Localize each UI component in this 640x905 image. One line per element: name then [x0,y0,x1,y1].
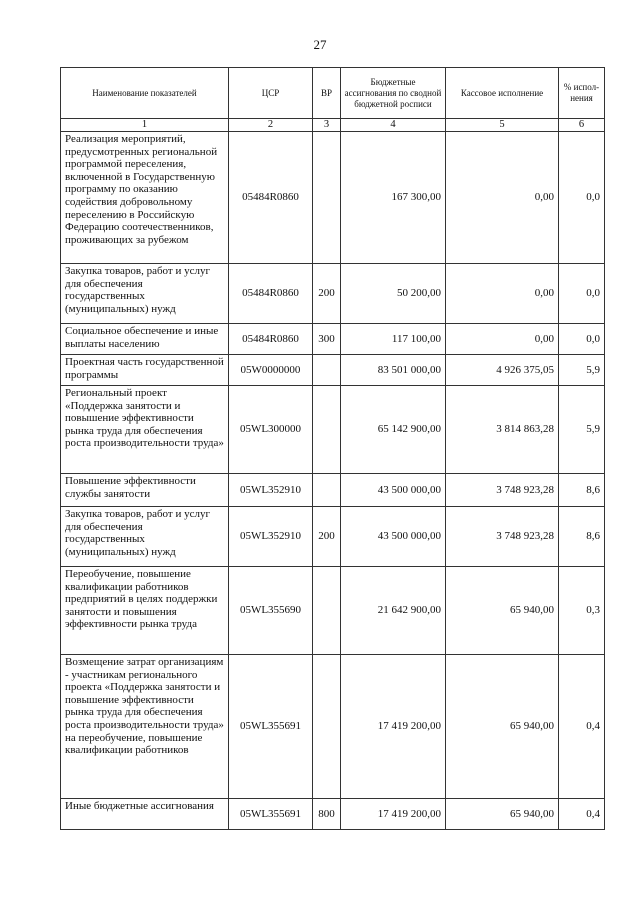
header-name: Наименование показателей [61,68,229,119]
row-name: Повышение эффективности службы занятости [61,474,229,507]
column-number: 6 [559,119,605,132]
row-cash: 0,00 [446,132,559,264]
row-percent: 5,9 [559,355,605,386]
row-csr: 05WL355691 [229,799,313,830]
row-cash: 65 940,00 [446,799,559,830]
row-budget: 117 100,00 [341,324,446,355]
row-percent: 8,6 [559,474,605,507]
row-budget: 21 642 900,00 [341,567,446,655]
row-name: Возмещение затрат организациям - участникам регионального проекта «Поддержка занятости и повышение эффективности рынка труда для обеспечения роста производительности труда» на переобучение, повышение квалификации работников [61,655,229,799]
row-cash: 0,00 [446,324,559,355]
row-name: Закупка товаров, работ и услуг для обеспечения государственных (муниципальных) нужд [61,507,229,567]
table-row [61,655,605,799]
row-percent: 8,6 [559,507,605,567]
row-budget: 83 501 000,00 [341,355,446,386]
row-name: Реализация мероприятий, предусмотренных региональной программой переселения, включенной в Государственную программу по оказанию содействия добровольному переселению в Российскую Федерацию соотечественников, проживающих за рубежом [61,132,229,264]
header-percent: % испол-нения [559,68,605,119]
row-csr: 05W0000000 [229,355,313,386]
row-vr [313,355,341,386]
header-csr: ЦСР [229,68,313,119]
row-vr: 200 [313,507,341,567]
row-csr: 05WL355690 [229,567,313,655]
row-cash: 65 940,00 [446,567,559,655]
column-number: 2 [229,119,313,132]
row-percent: 5,9 [559,386,605,474]
row-budget: 50 200,00 [341,264,446,324]
row-csr: 05484R0860 [229,324,313,355]
row-vr: 200 [313,264,341,324]
table-row [61,324,605,355]
row-name: Региональный проект «Поддержка занятости и повышение эффективности рынка труда для обеспечения роста производительности труда» [61,386,229,474]
table-row [61,386,605,474]
column-number: 3 [313,119,341,132]
row-budget: 17 419 200,00 [341,799,446,830]
row-percent: 0,3 [559,567,605,655]
column-number: 1 [61,119,229,132]
row-cash: 4 926 375,05 [446,355,559,386]
header-budget: Бюджетные ассигнования по сводной бюджетной росписи [341,68,446,119]
row-name: Социальное обеспечение и иные выплаты населению [61,324,229,355]
table-row [61,567,605,655]
row-percent: 0,0 [559,132,605,264]
row-csr: 05484R0860 [229,132,313,264]
row-budget: 17 419 200,00 [341,655,446,799]
table-header-row [61,68,605,119]
row-cash: 3 748 923,28 [446,474,559,507]
column-number: 4 [341,119,446,132]
row-cash: 3 748 923,28 [446,507,559,567]
row-percent: 0,0 [559,264,605,324]
row-percent: 0,4 [559,655,605,799]
row-csr: 05WL355691 [229,655,313,799]
row-budget: 65 142 900,00 [341,386,446,474]
row-vr [313,474,341,507]
table-row [61,474,605,507]
row-vr: 300 [313,324,341,355]
budget-table [60,67,605,830]
row-budget: 43 500 000,00 [341,474,446,507]
row-csr: 05WL352910 [229,507,313,567]
row-vr [313,655,341,799]
table-row [61,799,605,830]
page-number: 27 [313,37,327,52]
table-row [61,132,605,264]
row-cash: 0,00 [446,264,559,324]
row-name: Закупка товаров, работ и услуг для обеспечения государственных (муниципальных) нужд [61,264,229,324]
table-row [61,355,605,386]
row-percent: 0,0 [559,324,605,355]
row-csr: 05484R0860 [229,264,313,324]
row-csr: 05WL300000 [229,386,313,474]
row-budget: 167 300,00 [341,132,446,264]
row-vr: 800 [313,799,341,830]
table-row [61,507,605,567]
header-vr: ВР [313,68,341,119]
row-cash: 65 940,00 [446,655,559,799]
row-cash: 3 814 863,28 [446,386,559,474]
column-number: 5 [446,119,559,132]
row-percent: 0,4 [559,799,605,830]
row-name: Проектная часть государственной программы [61,355,229,386]
row-name: Иные бюджетные ассигнования [61,799,229,830]
row-vr [313,386,341,474]
row-vr [313,132,341,264]
row-budget: 43 500 000,00 [341,507,446,567]
header-cash: Кассовое исполнение [446,68,559,119]
row-vr [313,567,341,655]
column-numbers-row [61,119,605,132]
row-csr: 05WL352910 [229,474,313,507]
row-name: Переобучение, повышение квалификации работников предприятий в целях поддержки занятости и повышения эффективности рынка труда [61,567,229,655]
table-row [61,264,605,324]
